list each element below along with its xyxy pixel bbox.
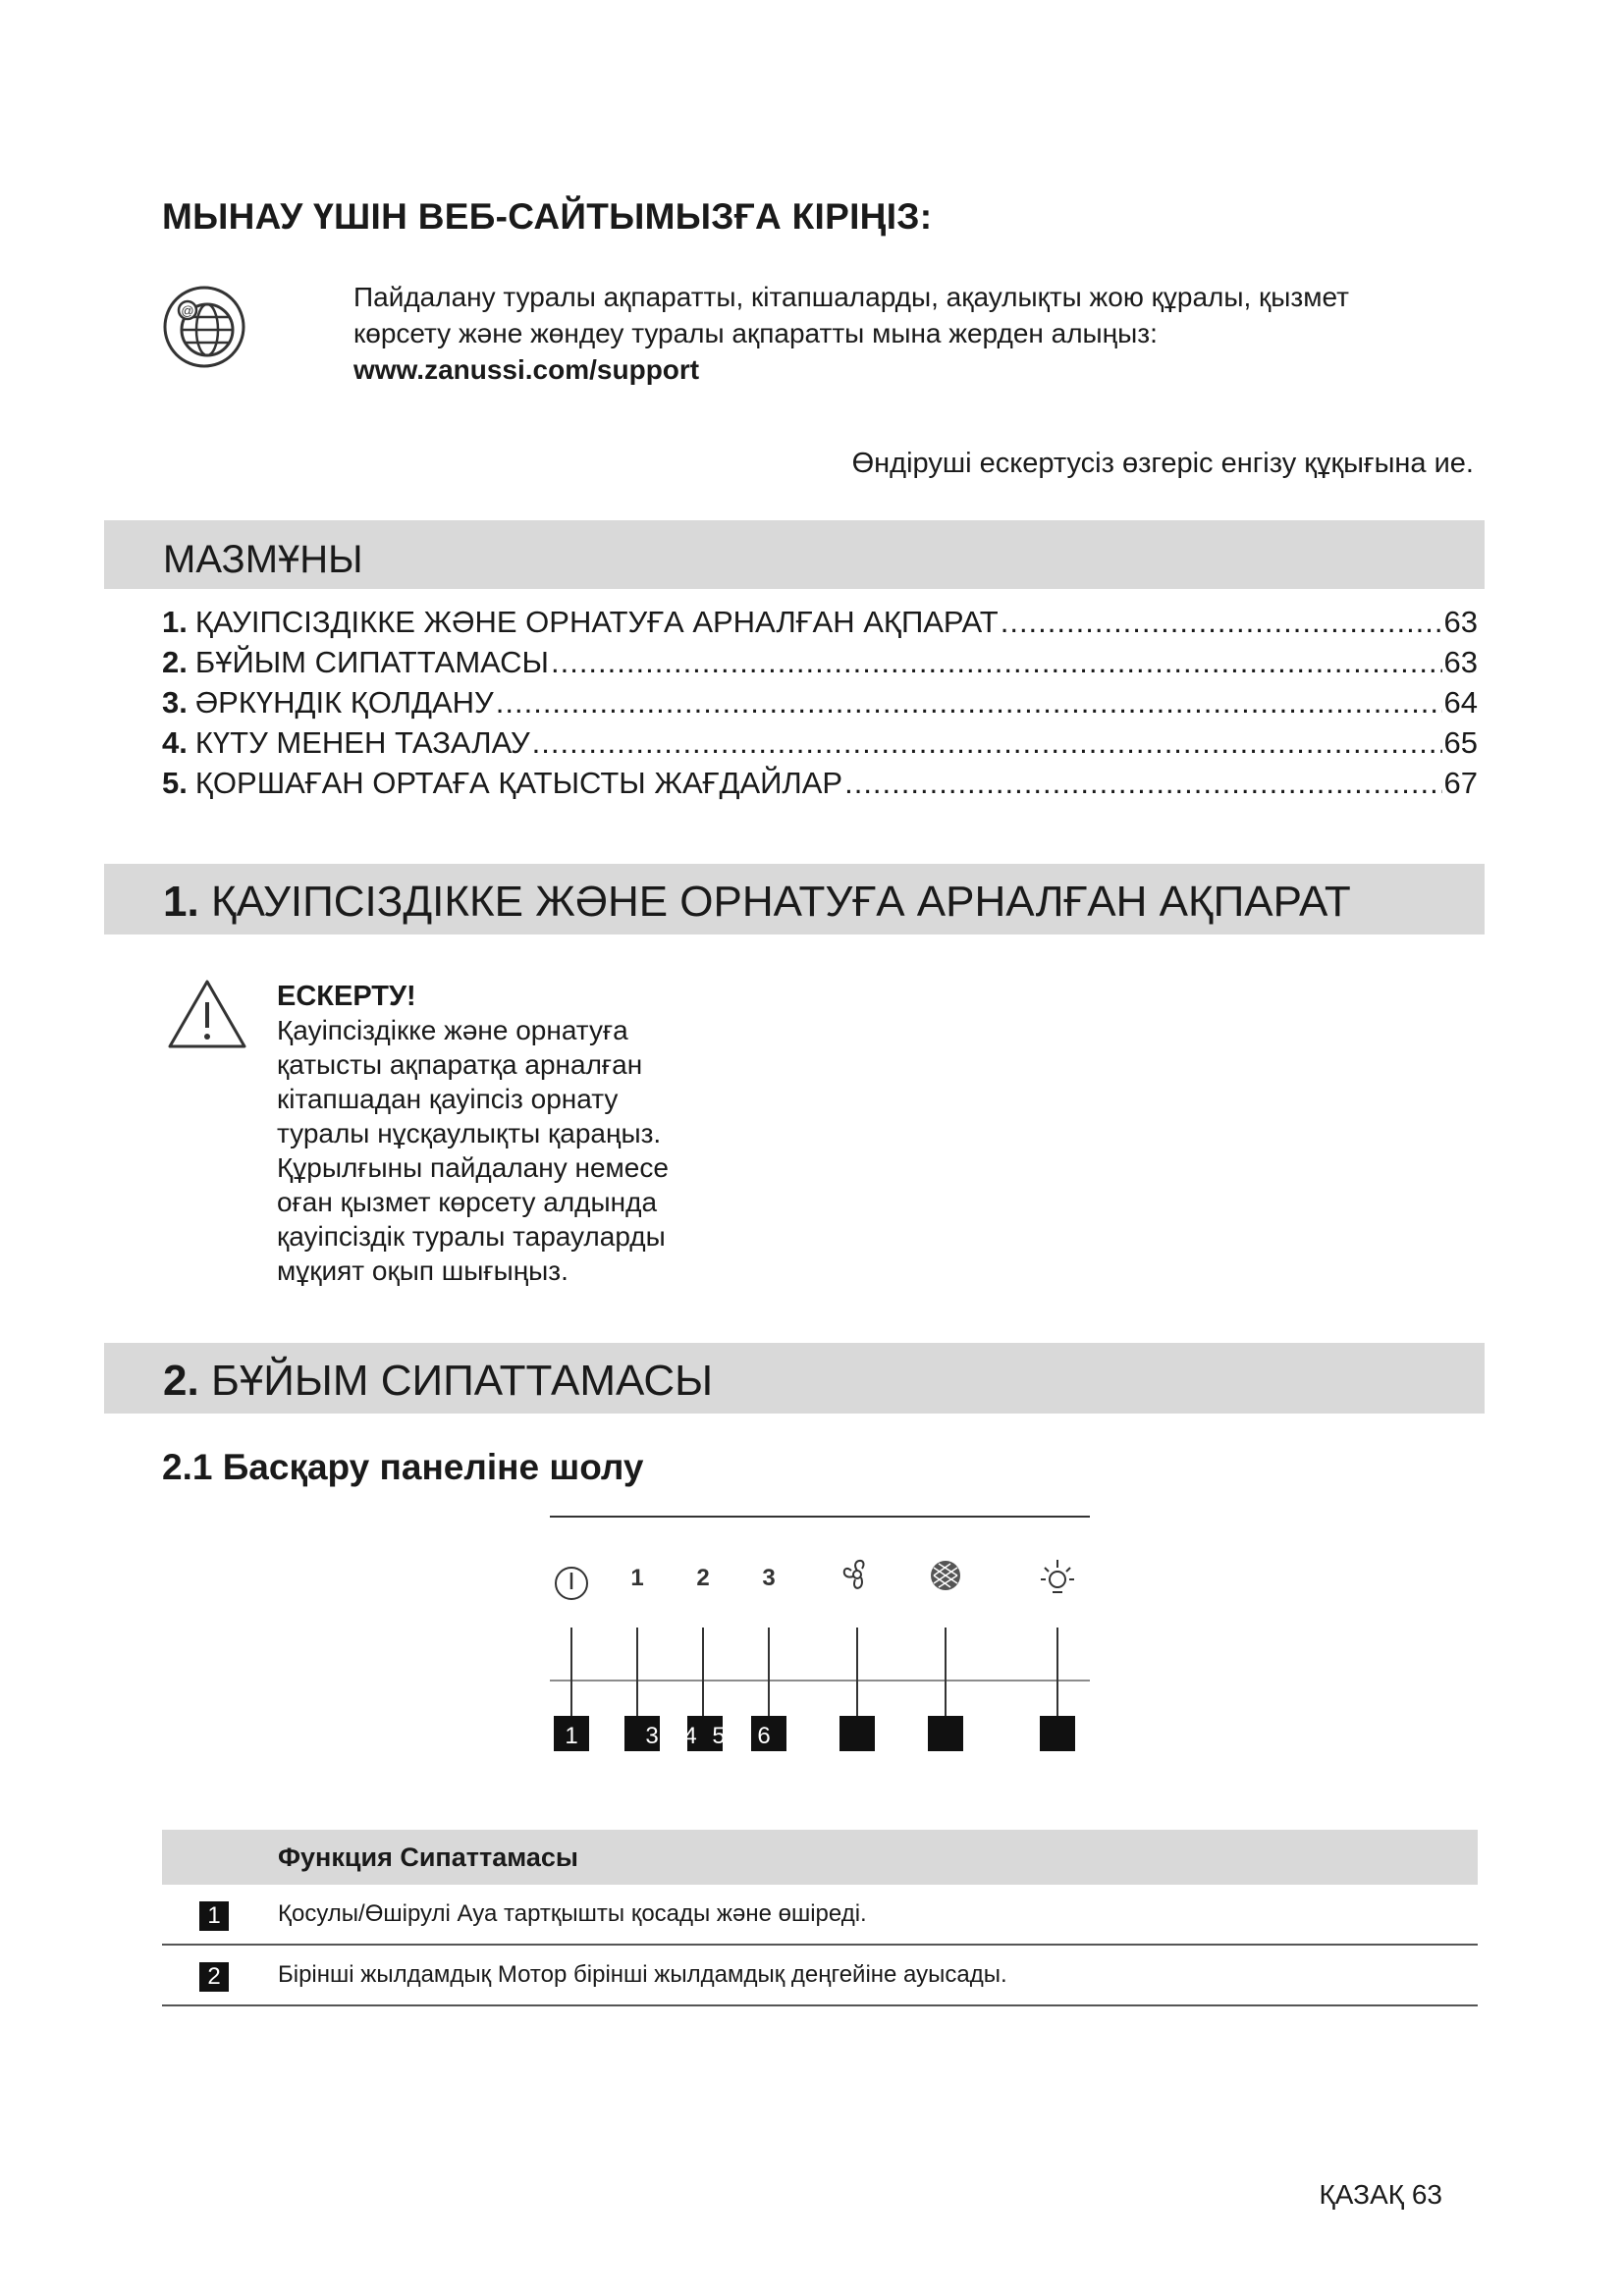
table-row (162, 1885, 1478, 1946)
leader-lines (571, 1628, 1057, 1718)
power-icon (556, 1568, 587, 1599)
toc-item[interactable] (162, 602, 1478, 642)
warning-line: кітапшадан қауіпсіз орнату (277, 1084, 619, 1114)
toc-leader-dots (1001, 602, 1442, 642)
toc-item-title: КҮТУ МЕНЕН ТАЗАЛАУ (194, 725, 530, 760)
section-1-title-text: ҚАУІПСІЗДІККЕ ЖӘНЕ ОРНАТУҒА АРНАЛҒАН АҚПАРАТ (210, 878, 1351, 926)
warning-line: қауіпсіздік туралы тарауларды (277, 1221, 666, 1252)
warning-line: туралы нұсқаулықты қараңыз. (277, 1118, 662, 1148)
section-2-number: 2. (163, 1357, 199, 1405)
section-1-number: 1. (163, 878, 199, 926)
speed-1-label: 1 (630, 1565, 644, 1591)
toc-item-page: 63 (1443, 605, 1478, 639)
website-line-2: көрсету және жөндеу туралы ақпаратты мына жерден алыңыз: (353, 318, 1158, 348)
warning-icon (167, 979, 247, 1049)
toc-item[interactable] (162, 642, 1478, 682)
row-description: Қосулы/Өшірулі Ауа тартқышты қосады және өшіреді. (278, 1900, 867, 1927)
table-of-contents (162, 602, 1478, 803)
toc-leader-dots (551, 642, 1442, 682)
toc-item-page: 67 (1443, 766, 1478, 800)
row-number-badge: 1 (199, 1901, 229, 1931)
callout-label: 5 (712, 1723, 726, 1749)
website-line-1: Пайдалану туралы ақпаратты, кітапшаларды, ақаулықты жою құралы, қызмет (353, 282, 1349, 312)
filter-icon (931, 1561, 960, 1590)
warning-title: ЕСКЕРТУ! (277, 981, 416, 1012)
toc-item-number: 4. (162, 725, 188, 760)
section-2-title (163, 1357, 713, 1406)
section-2-title-text: БҰЙЫМ СИПАТТАМАСЫ (210, 1357, 714, 1405)
control-panel-subtitle: 2.1 Басқару панеліне шолу (162, 1447, 644, 1487)
row-number-badge: 2 (199, 1962, 229, 1992)
section-1-title (163, 878, 1351, 927)
toc-item-title: ҚАУІПСІЗДІККЕ ЖӘНЕ ОРНАТУҒА АРНАЛҒАН АҚПАРАТ (194, 605, 999, 639)
light-icon (1041, 1560, 1074, 1592)
globe-icon (162, 285, 246, 369)
callout-label: 3 (645, 1723, 659, 1749)
toc-item-number: 2. (162, 645, 188, 679)
toc-item[interactable] (162, 763, 1478, 803)
speed-3-label: 3 (762, 1565, 776, 1591)
warning-line: қатысты ақпаратқа арналған (277, 1049, 643, 1080)
callout-label: 1 (565, 1723, 578, 1749)
svg-text:@: @ (181, 303, 194, 318)
warning-text (277, 1013, 748, 1288)
speed-2-label: 2 (696, 1565, 710, 1591)
toc-item-page: 63 (1443, 645, 1478, 679)
contents-header-bar (104, 520, 1485, 589)
toc-item-number: 1. (162, 605, 188, 639)
toc-item[interactable] (162, 682, 1478, 722)
function-table (162, 1830, 1478, 2006)
table-row (162, 1946, 1478, 2006)
page-footer: ҚАЗАҚ 63 (1319, 2179, 1442, 2210)
toc-leader-dots (496, 682, 1442, 722)
manufacturer-notice: Өндіруші ескертусіз өзгеріс енгізу құқығына ие. (851, 448, 1474, 479)
website-url-link[interactable]: www.zanussi.com/support (353, 354, 700, 385)
toc-item[interactable] (162, 722, 1478, 763)
toc-item-number: 5. (162, 766, 188, 800)
control-panel-diagram (550, 1512, 1100, 1767)
toc-leader-dots (844, 763, 1441, 803)
fan-icon (844, 1561, 864, 1588)
toc-item-page: 65 (1443, 725, 1478, 760)
warning-line: Қауіпсіздікке және орнатуға (277, 1015, 628, 1045)
callout-label: 6 (757, 1723, 771, 1749)
toc-item-title: ӘРКҮНДІК ҚОЛДАНУ (194, 685, 494, 720)
callout-boxes (554, 1716, 1075, 1751)
toc-item-number: 3. (162, 685, 188, 720)
row-description: Бірінші жылдамдық Мотор бірінші жылдамдық деңгейіне ауысады. (278, 1961, 1007, 1988)
contents-title: МАЗМҰНЫ (163, 538, 363, 581)
toc-item-title: БҰЙЫМ СИПАТТАМАСЫ (194, 645, 549, 679)
toc-item-page: 64 (1443, 685, 1478, 720)
section-1-header-bar (104, 864, 1485, 934)
toc-leader-dots (532, 722, 1442, 763)
warning-line: оған қызмет көрсету алдында (277, 1187, 658, 1217)
toc-item-title: ҚОРШАҒАН ОРТАҒА ҚАТЫСТЫ ЖАҒДАЙЛАР (194, 766, 843, 800)
section-2-header-bar (104, 1343, 1485, 1414)
website-info (353, 279, 1473, 388)
function-table-header: Функция Сипаттамасы (162, 1830, 1478, 1885)
callout-label: 4 (683, 1723, 697, 1749)
warning-line: Құрылғыны пайдалану немесе (277, 1152, 669, 1183)
warning-line: мұқият оқып шығыңыз. (277, 1255, 568, 1286)
website-heading: МЫНАУ ҮШІН ВЕБ-САЙТЫМЫЗҒА КІРІҢІЗ: (162, 196, 933, 237)
